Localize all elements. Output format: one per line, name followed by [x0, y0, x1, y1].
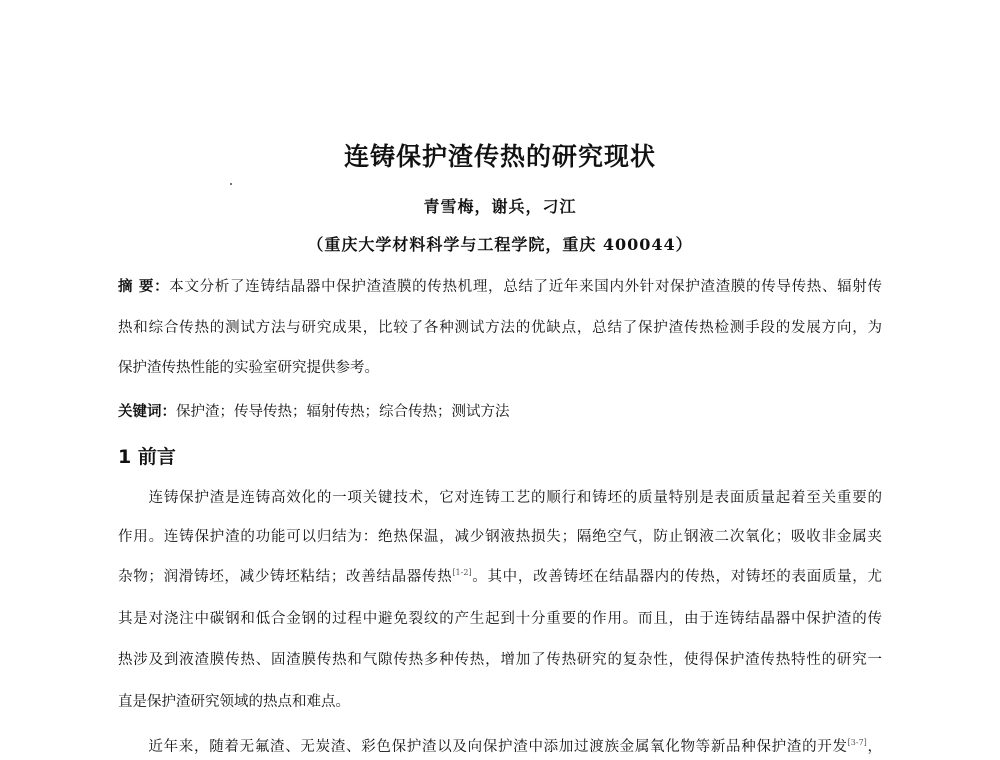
body-line: 其是对浇注中碳钢和低合金钢的过程中避免裂纹的产生起到十分重要的作用。而且，由于连铸结晶器中保护渣的传 [118, 611, 882, 627]
keywords-line [118, 400, 882, 421]
authors: 青雪梅，谢兵，刁江 [423, 197, 577, 216]
citation: [3-7] [847, 738, 867, 747]
body-line: 连铸保护渣是连铸高效化的一项关键技术，它对连铸工艺的顺行和铸坯的质量特别是表面质量起着至关重要的 [118, 490, 882, 506]
affiliation: （重庆大学材料科学与工程学院，重庆 400044） [307, 235, 693, 254]
body-text: ， [866, 739, 882, 755]
section-heading: 1 前言 [118, 446, 176, 468]
abstract-line: 保护渣传热性能的实验室研究提供参考。 [118, 360, 379, 376]
citation: [1-2] [452, 568, 472, 577]
keywords-text: 保护渣；传导传热；辐射传热；综合传热；测试方法 [176, 404, 510, 420]
keywords-label: 关键词： [118, 403, 176, 420]
body-text: 近年来，随着无氟渣、无炭渣、彩色保护渣以及向保护渣中添加过渡族金属氧化物等新品种保护渣的开发 [118, 739, 848, 755]
abstract-line: 热和综合传热的测试方法与研究成果，比较了各种测试方法的优缺点，总结了保护渣传热检测手段的发展方向，为 [118, 320, 882, 336]
body-text: 。其中，改善铸坯在结晶器内的传热，对铸坯的表面质量，尤 [471, 569, 883, 585]
scan-speck [230, 183, 232, 185]
body-line [118, 735, 882, 756]
abstract-line [118, 275, 882, 296]
body-text: 杂物；润滑铸坯，减少铸坯粘结；改善结晶器传热 [118, 569, 453, 585]
body-line: 热涉及到液渣膜传热、固渣膜传热和气隙传热多种传热，增加了传热研究的复杂性，使得保护渣传热特性的研究一 [118, 652, 882, 668]
paper-title: 连铸保护渣传热的研究现状 [343, 142, 656, 171]
body-line: 作用。连铸保护渣的功能可以归结为：绝热保温，减少钢液热损失；隔绝空气，防止钢液二次氧化；吸收非金属夹 [118, 529, 882, 545]
abstract-label: 摘 要： [118, 278, 170, 295]
body-line: 直是保护渣研究领域的热点和难点。 [118, 694, 350, 710]
body-line [118, 565, 882, 586]
abstract-text: 本文分析了连铸结晶器中保护渣渣膜的传热机理，总结了近年来国内外针对保护渣渣膜的传导传热、辐射传 [169, 279, 882, 295]
